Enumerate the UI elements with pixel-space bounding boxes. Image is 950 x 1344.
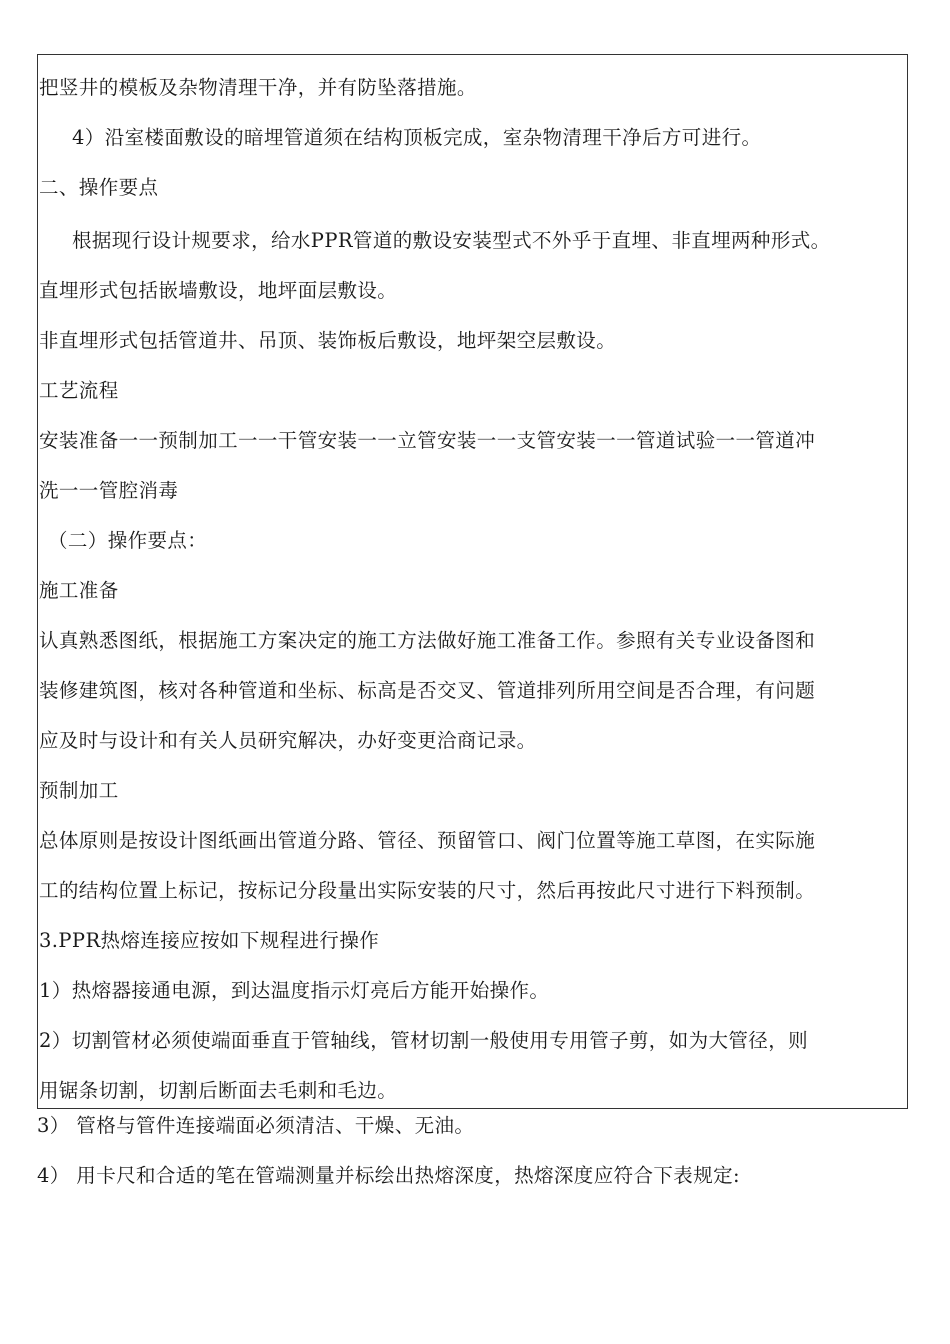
text-line-6: 非直埋形式包括管道井、吊顶、装饰板后敷设，地坪架空层敷设。	[39, 329, 617, 352]
text-line-17: 工的结构位置上标记，按标记分段量出实际安装的尺寸，然后再按此尺寸进行下料预制。	[39, 879, 816, 902]
text-line-8: 安装准备一一预制加工一一干管安装一一立管安装一一支管安装一一管道试验一一管道冲	[39, 429, 816, 452]
subheading-prefabrication: 预制加工	[39, 779, 119, 802]
text-line-19: 1）热熔器接通电源，到达温度指示灯亮后方能开始操作。	[39, 979, 550, 1002]
text-line-2: 4）沿室楼面敷设的暗埋管道须在结构顶板完成，室杂物清理干净后方可进行。	[72, 126, 762, 149]
text-line-4: 根据现行设计规要求，给水PPR管道的敷设安装型式不外乎于直埋、非直埋两种形式。	[72, 229, 831, 252]
subheading-construction-prep: 施工准备	[39, 579, 119, 602]
subheading-process-flow: 工艺流程	[39, 379, 119, 402]
subheading-ppr-fusion: 3.PPR热熔连接应按如下规程进行操作	[39, 929, 380, 952]
text-line-21: 用锯条切割，切割后断面去毛刺和毛边。	[39, 1079, 398, 1102]
text-line-20: 2）切割管材必须使端面垂直于管轴线，管材切割一般使用专用管子剪，如为大管径，则	[39, 1029, 809, 1052]
text-line-16: 总体原则是按设计图纸画出管道分路、管径、预留管口、阀门位置等施工草图，在实际施	[39, 829, 816, 852]
subheading-operation-points: （二）操作要点：	[48, 529, 208, 552]
text-line-22: 3） 管格与管件连接端面必须清洁、干燥、无油。	[37, 1114, 475, 1137]
text-line-13: 装修建筑图，核对各种管道和坐标、标高是否交叉、管道排列所用空间是否合理，有问题	[39, 679, 816, 702]
text-line-23: 4） 用卡尺和合适的笔在管端测量并标绘出热熔深度，热熔深度应符合下表规定:	[37, 1164, 740, 1187]
text-line-9: 洗一一管腔消毒	[39, 479, 179, 502]
text-line-14: 应及时与设计和有关人员研究解决，办好变更洽商记录。	[39, 729, 537, 752]
section-heading: 二、操作要点	[39, 176, 159, 199]
text-line-1: 把竖井的模板及杂物清理干净，并有防坠落措施。	[39, 76, 477, 99]
text-line-12: 认真熟悉图纸，根据施工方案决定的施工方法做好施工准备工作。参照有关专业设备图和	[39, 629, 816, 652]
text-line-5: 直埋形式包括嵌墙敷设，地坪面层敷设。	[39, 279, 398, 302]
